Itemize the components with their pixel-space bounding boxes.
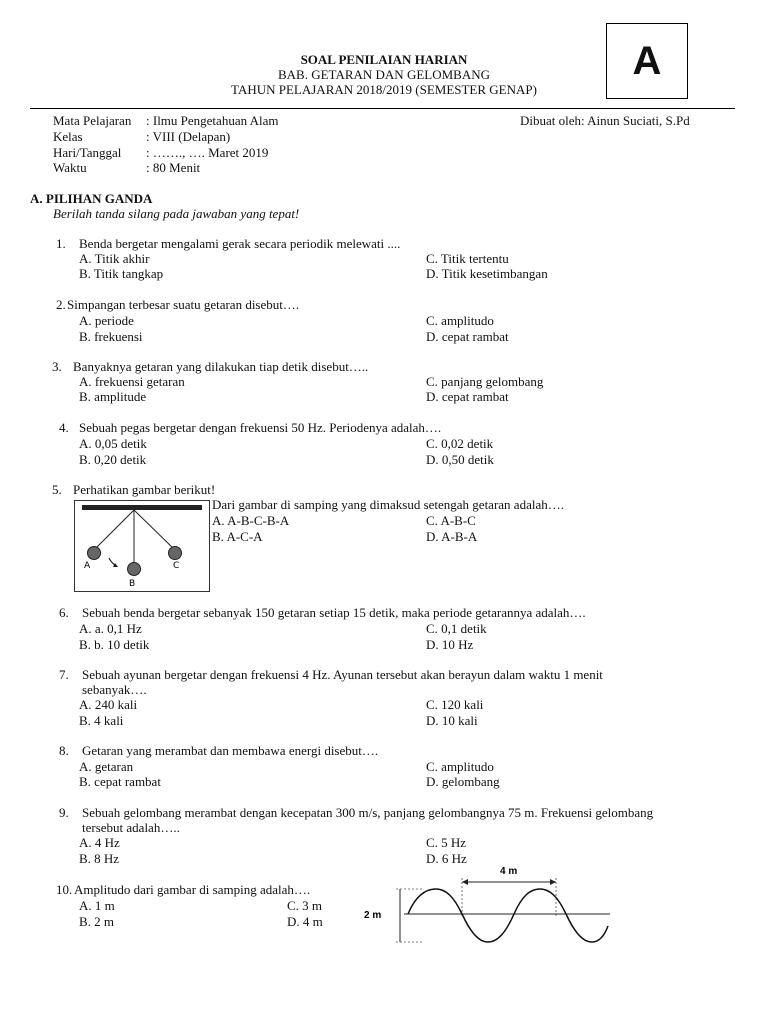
- question-text: Banyaknya getaran yang dilakukan tiap detik disebut…..: [73, 359, 369, 374]
- wavelength-label: 4 m: [500, 866, 518, 877]
- section-title: A. PILIHAN GANDA: [30, 191, 153, 206]
- header-divider: [30, 108, 735, 109]
- option-a: A. 0,05 detik: [79, 436, 147, 451]
- option-c: C. 0,1 detik: [426, 621, 487, 636]
- option-c: C. 0,02 detik: [426, 436, 494, 451]
- option-d: D. 0,50 detik: [426, 452, 494, 467]
- question-number: 1.: [56, 236, 66, 251]
- option-d: D. gelombang: [426, 774, 500, 789]
- question-number: 3.: [52, 359, 62, 374]
- question-text: Amplitudo dari gambar di samping adalah….: [74, 882, 311, 897]
- option-d: D. 4 m: [287, 914, 323, 929]
- section-instruction: Berilah tanda silang pada jawaban yang tepat!: [53, 206, 300, 221]
- option-a: A. frekuensi getaran: [79, 374, 185, 389]
- question-text: Sebuah pegas bergetar dengan frekuensi 50 Hz. Periodenya adalah….: [79, 420, 442, 435]
- exam-year: TAHUN PELAJARAN 2018/2019 (SEMESTER GENAP): [231, 82, 537, 97]
- option-c: C. 3 m: [287, 898, 323, 913]
- version-letter: A: [632, 38, 662, 83]
- option-c: C. A-B-C: [426, 513, 476, 528]
- wave-figure: [360, 862, 615, 948]
- option-d: D. Titik kesetimbangan: [426, 266, 548, 281]
- fig-label-b: B: [129, 579, 136, 589]
- option-c: C. amplitudo: [426, 313, 494, 328]
- info-value-class: : VIII (Delapan): [146, 129, 231, 144]
- author: Dibuat oleh: Ainun Suciati, S.Pd: [520, 113, 690, 128]
- question-number: 4.: [59, 420, 69, 435]
- question-text: Sebuah gelombang merambat dengan kecepatan 300 m/s, panjang gelombangnya 75 m. Frekuensi gelombang: [82, 805, 654, 820]
- question-number: 7.: [59, 667, 69, 682]
- info-value-subject: : Ilmu Pengetahuan Alam: [146, 113, 279, 128]
- amplitude-label: 2 m: [364, 910, 382, 921]
- info-label-date: Hari/Tanggal: [53, 145, 122, 160]
- question-subtext: Dari gambar di samping yang dimaksud setengah getaran adalah….: [212, 497, 564, 512]
- option-b: B. frekuensi: [79, 329, 143, 344]
- question-text: Perhatikan gambar berikut!: [73, 482, 216, 497]
- version-box: [606, 23, 688, 99]
- info-value-date: : ……., …. Maret 2019: [146, 145, 269, 160]
- exam-title: SOAL PENILAIAN HARIAN: [300, 52, 468, 67]
- info-value-time: : 80 Menit: [146, 160, 201, 175]
- option-a: A. 1 m: [79, 898, 115, 913]
- option-a: A. getaran: [79, 759, 134, 774]
- option-a: A. A-B-C-B-A: [212, 513, 290, 528]
- question-number: 8.: [59, 743, 69, 758]
- option-c: C. 120 kali: [426, 697, 484, 712]
- question-number: 9.: [59, 805, 69, 820]
- option-b: B. amplitude: [79, 389, 147, 404]
- option-b: B. cepat rambat: [79, 774, 161, 789]
- option-c: C. 5 Hz: [426, 835, 467, 850]
- question-number: 2.: [56, 297, 66, 312]
- question-text: Sebuah ayunan bergetar dengan frekuensi 4 Hz. Ayunan tersebut akan berayun dalam waktu 1 menit: [82, 667, 603, 682]
- option-c: C. Titik tertentu: [426, 251, 509, 266]
- option-a: A. 4 Hz: [79, 835, 120, 850]
- option-d: D. 10 Hz: [426, 637, 474, 652]
- option-d: D. 10 kali: [426, 713, 478, 728]
- option-b: B. 8 Hz: [79, 851, 120, 866]
- info-label-subject: Mata Pelajaran: [53, 113, 132, 128]
- option-a: A. periode: [79, 313, 134, 328]
- option-a: A. Titik akhir: [79, 251, 150, 266]
- option-d: D. 6 Hz: [426, 851, 467, 866]
- option-c: C. amplitudo: [426, 759, 494, 774]
- option-c: C. panjang gelombang: [426, 374, 544, 389]
- fig-label-a: A: [84, 561, 91, 571]
- question-number: 10.: [56, 882, 73, 897]
- option-d: D. cepat rambat: [426, 329, 509, 344]
- option-b: B. 0,20 detik: [79, 452, 147, 467]
- option-d: D. cepat rambat: [426, 389, 509, 404]
- option-b: B. A-C-A: [212, 529, 263, 544]
- option-b: B. 2 m: [79, 914, 115, 929]
- question-text-continued: sebanyak….: [82, 682, 147, 697]
- option-b: B. Titik tangkap: [79, 266, 164, 281]
- question-text-continued: tersebut adalah…..: [82, 820, 180, 835]
- info-label-time: Waktu: [53, 160, 87, 175]
- fig-label-c: C: [173, 561, 180, 571]
- option-a: A. 240 kali: [79, 697, 138, 712]
- question-text: Getaran yang merambat dan membawa energi disebut….: [82, 743, 379, 758]
- question-number: 5.: [52, 482, 62, 497]
- question-number: 6.: [59, 605, 69, 620]
- option-d: D. A-B-A: [426, 529, 478, 544]
- exam-chapter: BAB. GETARAN DAN GELOMBANG: [277, 67, 490, 82]
- question-text: Sebuah benda bergetar sebanyak 150 getaran setiap 15 detik, maka periode getarannya adalah….: [82, 605, 586, 620]
- question-text: Simpangan terbesar suatu getaran disebut….: [67, 297, 300, 312]
- pendulum-figure: [74, 500, 210, 592]
- info-label-class: Kelas: [53, 129, 83, 144]
- option-a: A. a. 0,1 Hz: [79, 621, 142, 636]
- option-b: B. 4 kali: [79, 713, 124, 728]
- question-text: Benda bergetar mengalami gerak secara periodik melewati ....: [79, 236, 401, 251]
- option-b: B. b. 10 detik: [79, 637, 150, 652]
